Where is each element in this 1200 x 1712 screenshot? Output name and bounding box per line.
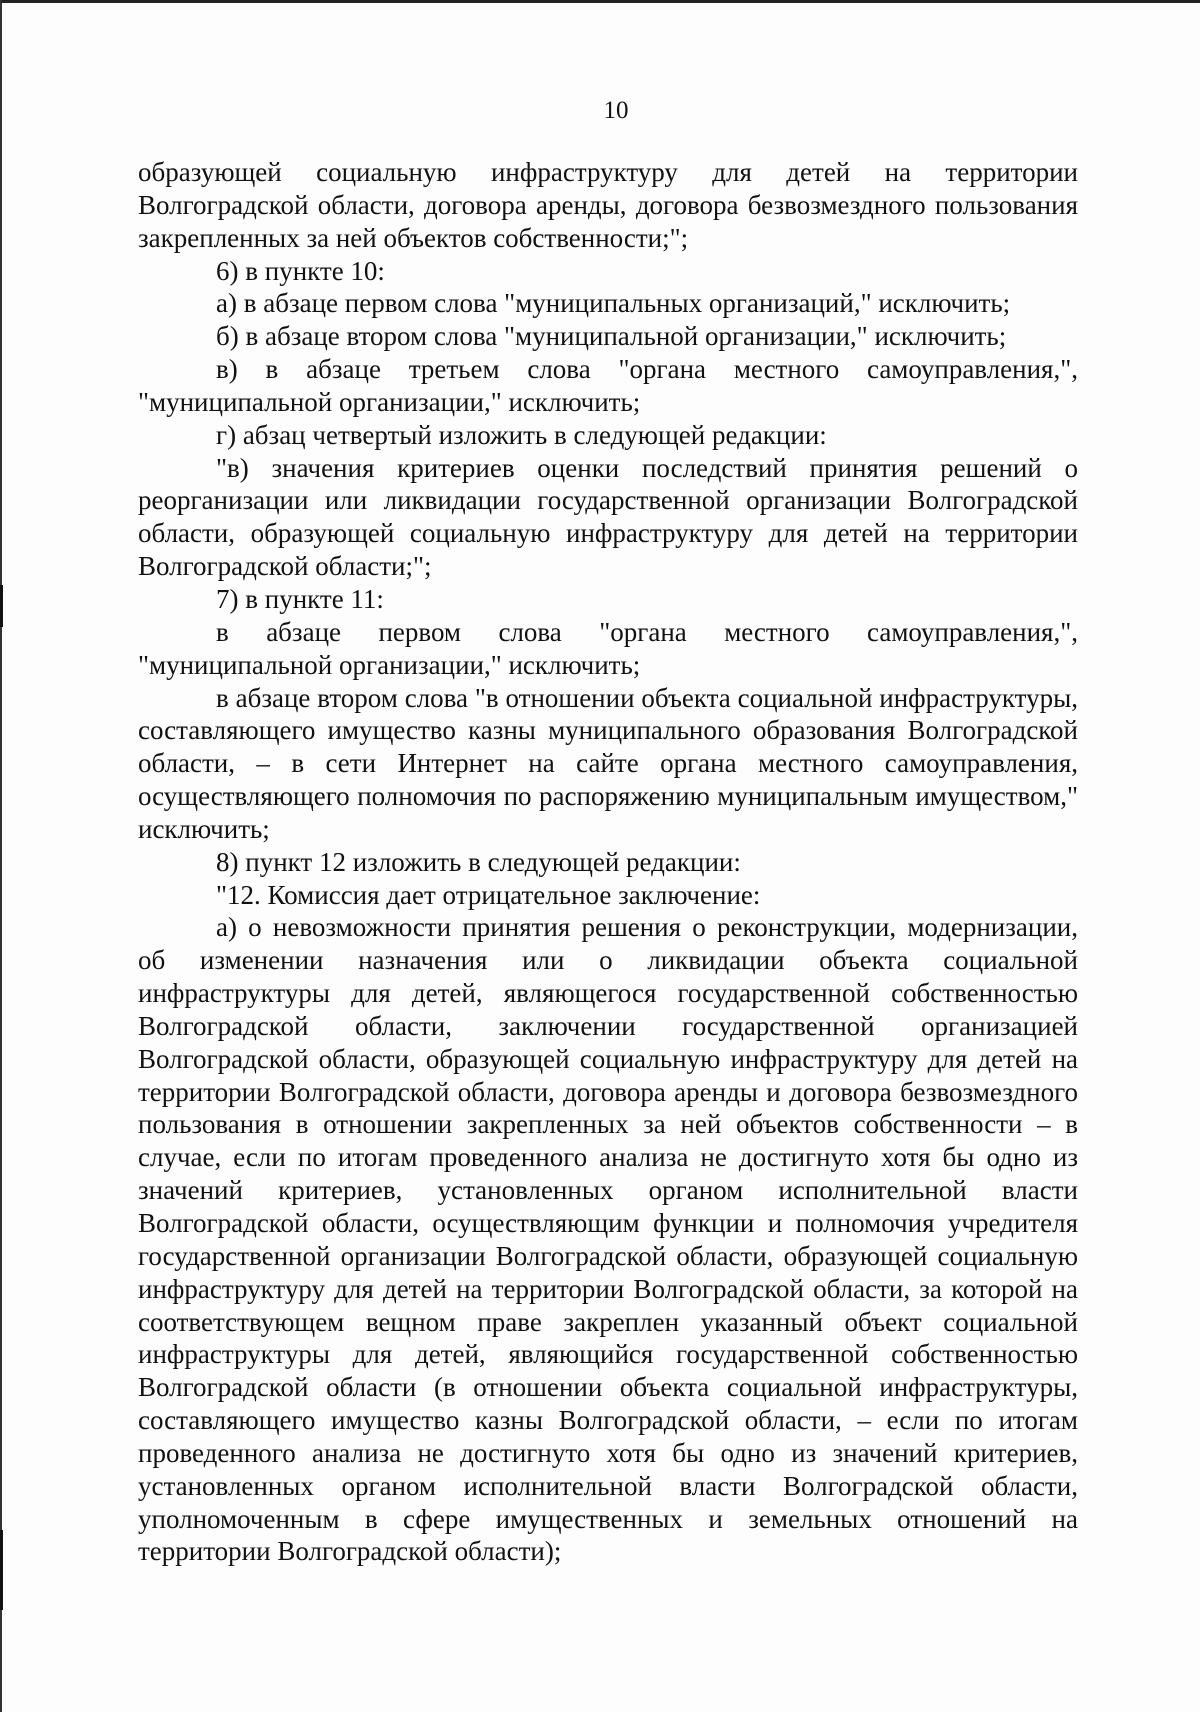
paragraph: в абзаце втором слова "в отношении объекта социальной инфраструктуры, составляющего имущество казны муниципального образования Волгоградской области, – в сети Интернет на сайте органа местного самоуправления, осуществляющего полномочия по распоряжению муниципальным имуществом," исключить; xyxy=(138,682,1078,844)
paragraph: "в) значения критериев оценки последствий принятия решений о реорганизации или ликвидации государственной организации Волгоградской области, образующей социальную инфраструктуру для детей на территории Волгоградской области;"; xyxy=(138,452,1078,582)
paragraph: а) о невозможности принятия решения о реконструкции, модернизации, об изменении назначения или о ликвидации объекта социальной инфраструктуры для детей, являющегося государственной собственностью Волгоградской области, заключении государственной организацией Волгоградской области, образующей социальную инфраструктуру для детей на территории Волгоградской области, договора аренды и договора безвозмездного пользования в отношении закрепленных за ней объектов собственности – в случае, если по итогам проведенного анализа не достигнуто хотя бы одно из значений критериев, установленных органом исполнительной власти Волгоградской области, осуществляющим функции и полномочия учредителя государственной организации Волгоградской области, образующей социальную инфраструктуру для детей на территории Волгоградской области, за которой на соответствующем вещном праве закреплен указанный объект социальной инфраструктуры для детей, являющийся государственной собственностью Волгоградской области (в отношении объекта социальной инфраструктуры, составляющего имущество казны Волгоградской области, – если по итогам проведенного анализа не достигнуто хотя бы одно из значений критериев, установленных органом исполнительной власти Волгоградской области, уполномоченным в сфере имущественных и земельных отношений на территории Волгоградской области); xyxy=(138,912,1078,1567)
paragraph: образующей социальную инфраструктуру для детей на территории Волгоградской области, договора аренды, договора безвозмездного пользования закрепленных за ней объектов собственности;"; xyxy=(138,157,1078,253)
scan-edge-left xyxy=(0,0,2,1712)
paragraph: 8) пункт 12 изложить в следующей редакции: xyxy=(216,846,741,877)
scan-mark xyxy=(0,585,3,627)
page-number: 10 xyxy=(603,97,629,124)
scan-edge-top xyxy=(0,0,1200,3)
paragraph: 6) в пункте 10: xyxy=(216,255,385,286)
paragraph: а) в абзаце первом слова "муниципальных организаций," исключить; xyxy=(216,288,1011,319)
scan-mark xyxy=(0,1530,3,1610)
paragraph: г) абзац четвертый изложить в следующей редакции: xyxy=(216,419,827,450)
paragraph: в абзаце первом слова "органа местного самоуправления,", "муниципальной организации," исключить; xyxy=(138,616,1078,680)
paragraph: в) в абзаце третьем слова "органа местного самоуправления,", "муниципальной организации," исключить; xyxy=(138,354,1078,417)
paragraph: 7) в пункте 11: xyxy=(216,583,384,614)
paragraph: "12. Комиссия дает отрицательное заключение: xyxy=(216,879,761,910)
document-body xyxy=(138,156,1078,1568)
paragraph: б) в абзаце втором слова "муниципальной организации," исключить; xyxy=(216,321,1007,352)
